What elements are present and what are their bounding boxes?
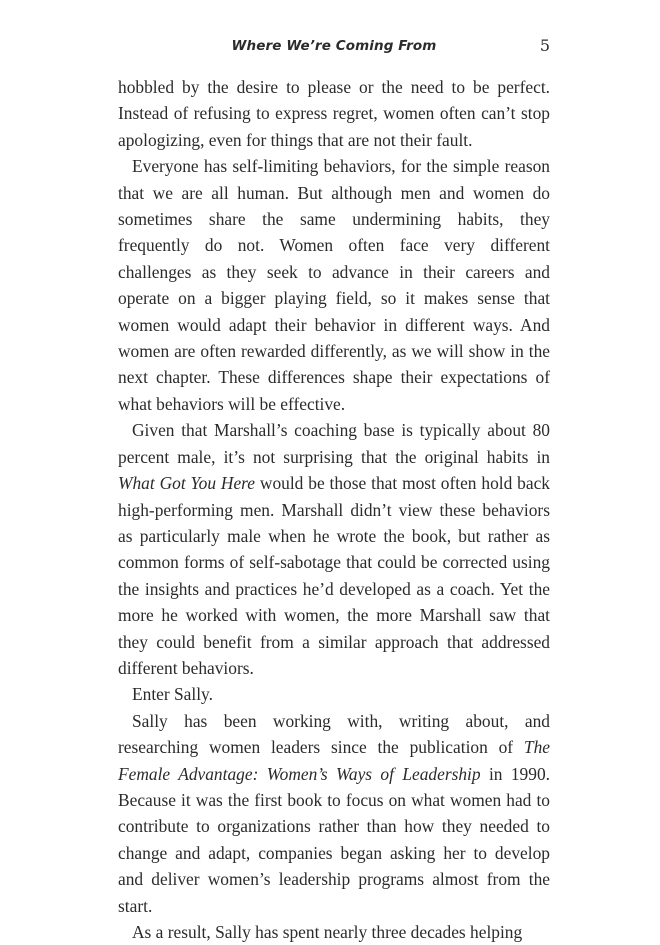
text-run: Enter Sally. [132, 684, 213, 705]
paragraph [118, 919, 550, 945]
paragraph [118, 708, 550, 919]
paragraph [118, 153, 550, 417]
text-run: hobbled by the desire to please or the need to be perfect. Instead of refusing to express regret, women often can’t stop apologizing, even for things that are not their fault. [118, 77, 550, 150]
paragraph [118, 417, 550, 681]
text-run: Sally has been working with, writing about, and researching women leaders since the publication of [118, 710, 550, 758]
book-title-italic: What Got You Here [118, 473, 256, 494]
running-title: Where We’re Coming From [231, 38, 437, 54]
text-run: in 1990. Because it was the first book to focus on what women had to contribute to organizations rather than how they needed to change and adapt, companies began asking her to develop and deliver women’s leadership programs almost from the start. [118, 763, 550, 916]
paragraph [118, 74, 550, 153]
page-number: 5 [539, 36, 550, 55]
book-title-italic: The Female Advantage: Women’s Ways of Leadership [118, 737, 550, 784]
text-run: As a result, Sally has spent nearly three decades helping [132, 922, 523, 942]
text-run: would be those that most often hold back high-performing men. Marshall didn’t view these behaviors as particularly male when he wrote the book, but rather as common forms of self-sabotage that could be corrected using the insights and practices he’d developed as a coach. Yet the more he worked with women, the more Marshall saw that they could benefit from a similar approach that addressed different behaviors. [118, 473, 551, 678]
running-head [118, 38, 550, 60]
text-run: Given that Marshall’s coaching base is typically about 80 percent male, it’s not surprising that the original habits in [118, 420, 550, 467]
paragraph [118, 681, 550, 707]
body-text [118, 74, 550, 945]
text-run: Everyone has self-limiting behaviors, for the simple reason that we are all human. But although men and women do sometimes share the same undermining habits, they frequently do not. Women often face very different challenges as they seek to advance in their careers and operate on a bigger playing field, so it makes sense that women would adapt their behavior in different ways. And women are often rewarded differently, as we will show in the next chapter. These differences shape their expectations of what behaviors will be effective. [118, 156, 550, 414]
